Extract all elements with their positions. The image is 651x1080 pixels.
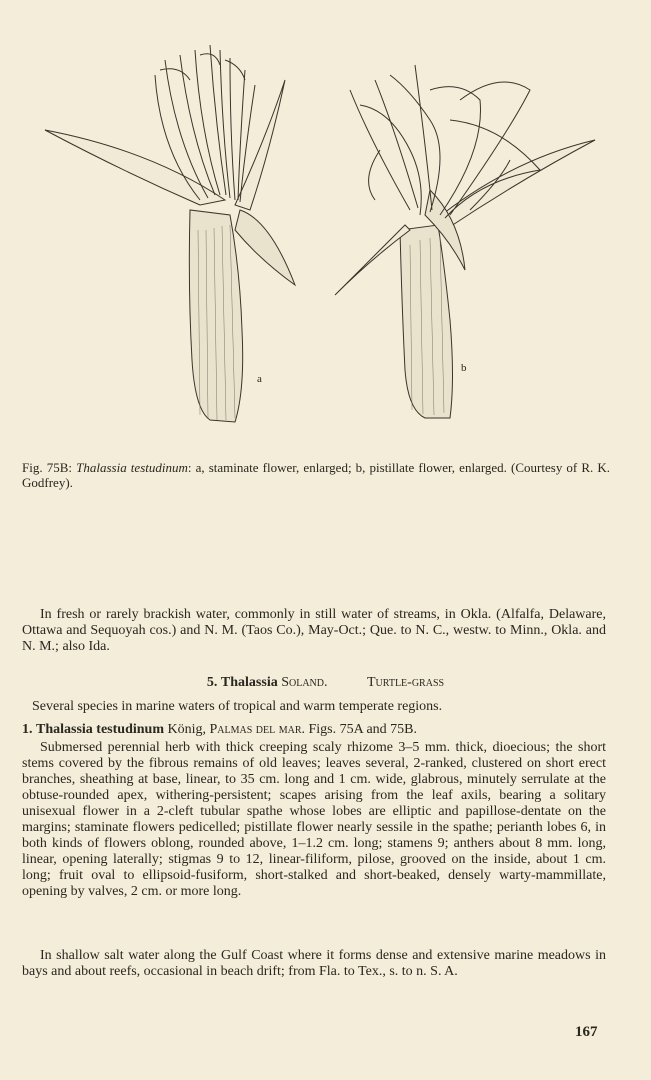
staminate-spathe [189, 210, 242, 422]
figure-caption [22, 460, 610, 490]
caption-prefix: Fig. 75B: [22, 460, 72, 475]
figure-label-b: b [461, 362, 467, 374]
species-common-name: Palmas del mar. [209, 722, 305, 737]
figure-75b-illustration [30, 30, 630, 430]
pistillate-spathe [400, 225, 453, 418]
species-heading [22, 722, 606, 738]
genus-description: Several species in marine waters of tropical and warm temperate regions. [32, 699, 443, 714]
genus-authority: Soland. [281, 675, 328, 690]
caption-text: : a, staminate flower, enlarged; b, pistillate flower, enlarged. (Courtesy of R. K. Godfrey). [22, 460, 611, 490]
staminate-perianth-left [45, 130, 225, 205]
genus-number: 5. [206, 675, 218, 690]
species-authority: König, [167, 722, 206, 737]
genus-common-name: Turtle-grass [367, 675, 445, 690]
species-name: Thalassia testudinum [36, 722, 164, 737]
species-description: Submersed perennial herb with thick creeping scaly rhizome 3–5 mm. thick, dioecious; the short stems covered by the fibrous remains of old leaves; leaves several, 2-ranked, clustered on short erect branches, sheathing at base, linear, to 35 cm. long and 1 cm. wide, glabrous, minutely serrulate at the obtuse-rounded apex, withering-persistent; scapes arising from the leaf axils, bearing a solitary unisexual flower in a 2-cleft tubular spathe whose lobes are elliptic and papillose-dentate on the margins; staminate flowers pedicelled; pistillate flower nearly sessile in the spathe; perianth lobes 6, in both kinds of flowers oblong, rounded above, 1–1.2 cm. long; stamens 9; anthers about 8 mm. long, linear, opening laterally; stigmas 9 to 12, linear-filiform, pilose, grooved on the inside, about 1 cm. long; fruit oval to ellipsoid-fusiform, short-stalked and short-beaked, densely warty-mammillate, opening by valves, 2 cm. or more long. [22, 740, 606, 899]
species-figure-refs: Figs. 75A and 75B. [308, 722, 418, 737]
staminate-bract-right [235, 210, 295, 285]
pistillate-perianth-left [335, 225, 410, 295]
genus-heading [0, 675, 651, 691]
species-habitat: In shallow salt water along the Gulf Coast where it forms dense and extensive marine meadows in bays and about reefs, occasional in beach drift; from Fla. to Tex., s. to n. S. A. [22, 948, 606, 979]
species-number: 1. [22, 722, 33, 737]
page-number: 167 [575, 1024, 598, 1040]
thalassia-flower-drawing [30, 30, 630, 430]
caption-scientific-name: Thalassia testudinum [76, 460, 188, 475]
genus-name: Thalassia [220, 675, 278, 690]
figure-label-a: a [257, 373, 262, 385]
distribution-paragraph: In fresh or rarely brackish water, commonly in still water of streams, in Okla. (Alfalfa, Delaware, Ottawa and Sequoyah cos.) and N. M. (Taos Co.), May-Oct.; Que. to N. C., westw. to Minn., Okla. and N. M.; also Ida. [22, 607, 606, 654]
